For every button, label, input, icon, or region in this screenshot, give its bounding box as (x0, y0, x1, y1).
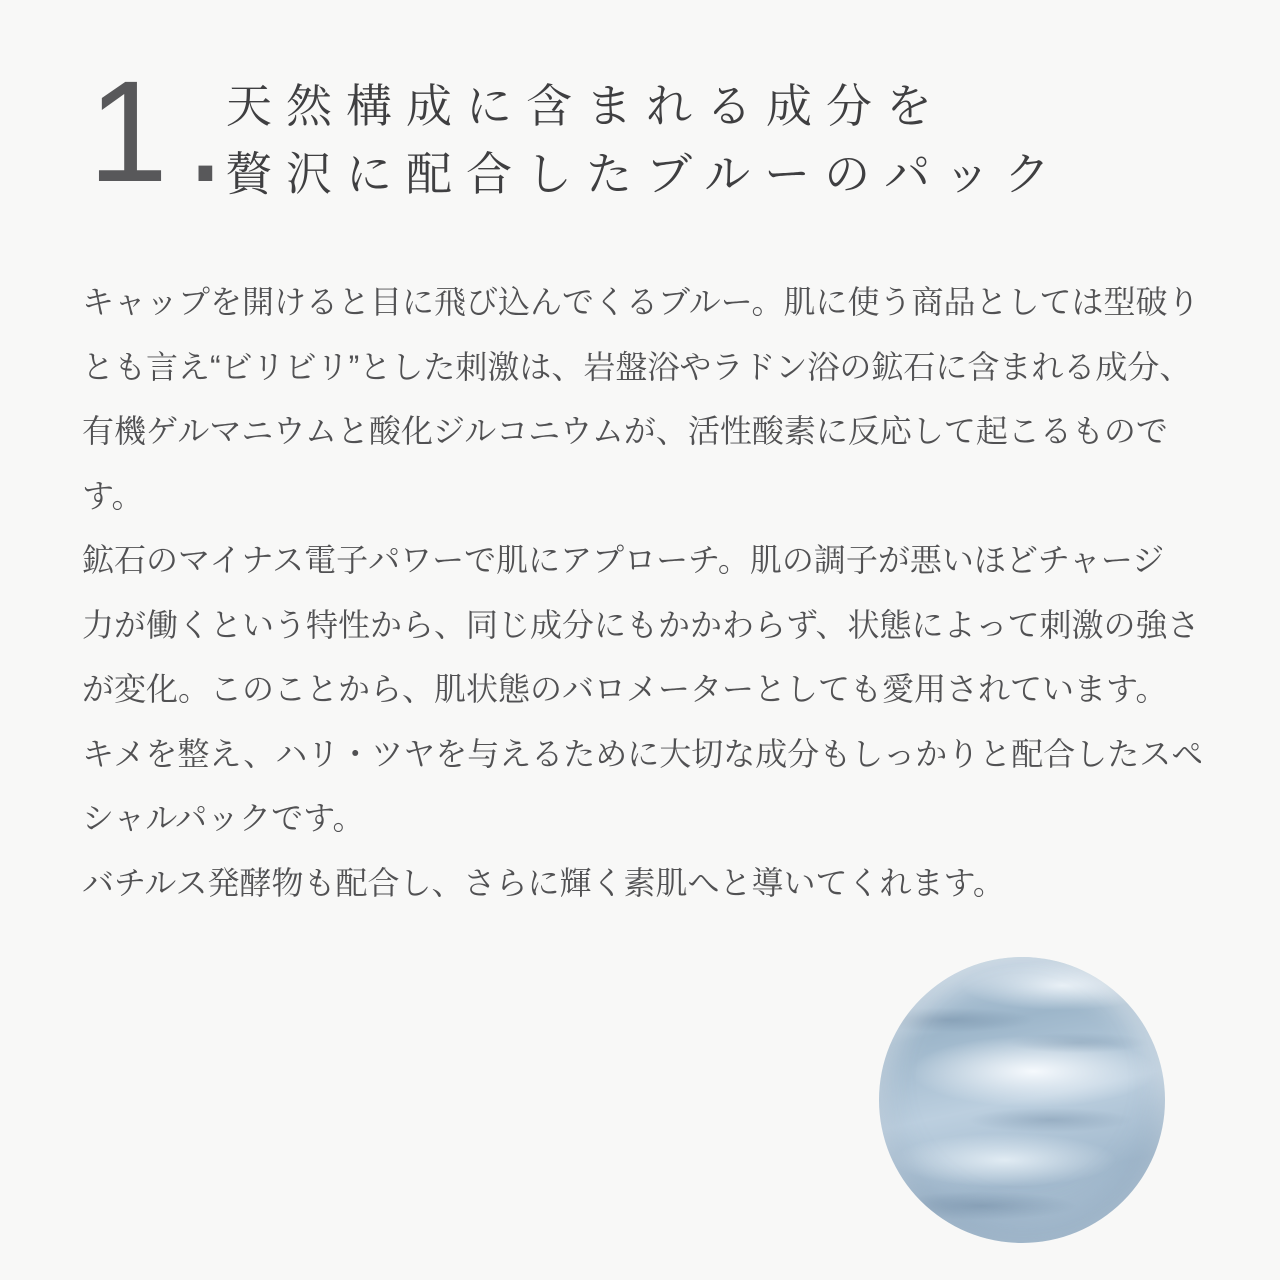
blue-cream-texture-image (879, 957, 1165, 1243)
section-heading (226, 72, 1064, 208)
description-line: とも言え“ビリビリ”とした刺激は、岩盤浴やラドン浴の鉱石に含まれる成分、 (82, 348, 1192, 385)
description-line: 有機ゲルマニウムと酸化ジルコニウムが、活性酸素に反応して起こるもので (82, 413, 1168, 449)
description-line: 力が働くという特性から、同じ成分にもかかわらず、状態によって刺激の強さ (82, 606, 1200, 643)
description-line: 鉱石のマイナス電子パワーで肌にアプローチ。肌の調子が悪いほどチャージ (82, 542, 1165, 578)
heading-line-1: 天然構成に含まれる成分を (226, 80, 946, 132)
description-line: シャルパックです。 (82, 800, 365, 836)
description-text (82, 270, 1217, 915)
description-line: が変化。このことから、肌状態のバロメーターとしても愛用されています。 (82, 671, 1168, 707)
section-number: 1. (88, 51, 243, 212)
heading-line-2: 贅沢に配合したブルーのパック (226, 148, 1065, 200)
description-line: キメを整え、ハリ・ツヤを与えるために大切な成分もしっかりと配合したスペ (82, 735, 1204, 772)
description-line: す。 (82, 477, 144, 514)
description-line: バチルス発酵物も配合し、さらに輝く素肌へと導いてくれます。 (82, 864, 1005, 901)
description-line: キャップを開けると目に飛び込んでくるブルー。肌に使う商品としては型破り (82, 284, 1200, 320)
